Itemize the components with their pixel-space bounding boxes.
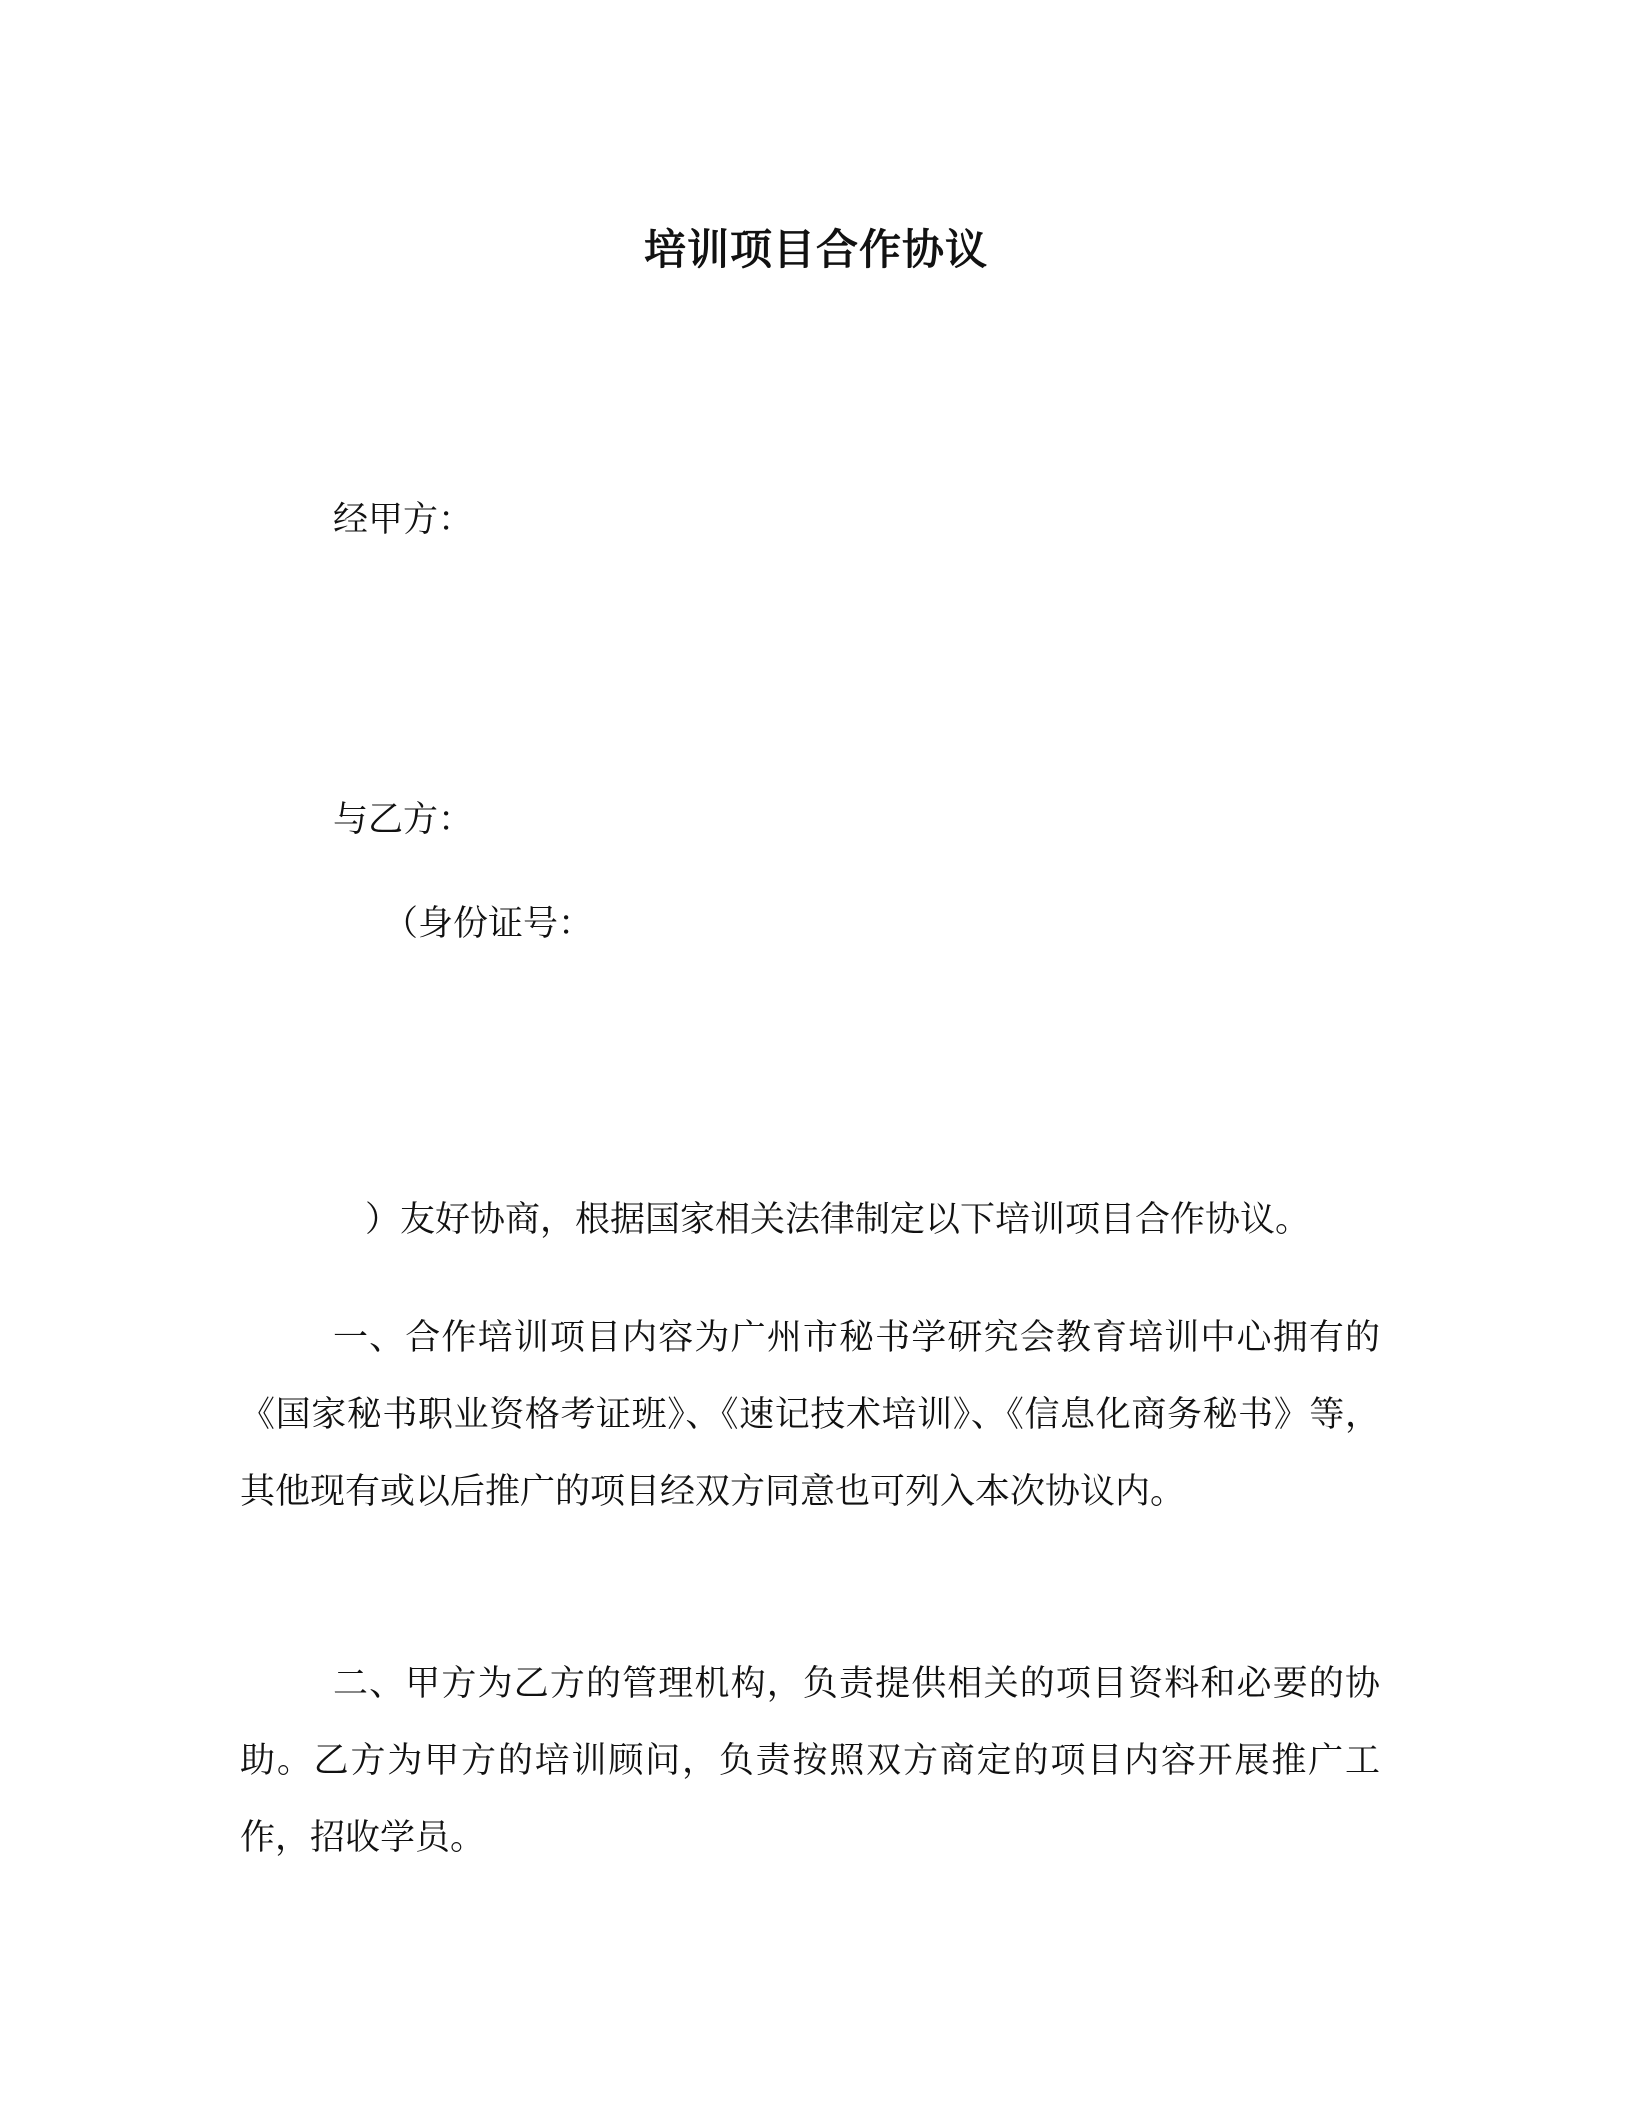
clause-1: 一、合作培训项目内容为广州市秘书学研究会教育培训中心拥有的《国家秘书职业资格考证班》、《速记技术培训》、《信息化商务秘书》等，其他现有或以后推广的项目经双方同意也可列入本次协议内。 xyxy=(240,1318,1380,1512)
clause-2: 二、甲方为乙方的管理机构，负责提供相关的项目资料和必要的协助。乙方为甲方的培训顾问，负责按照双方商定的项目内容开展推广工作，招收学员。 xyxy=(240,1664,1380,1858)
intro-sentence: ）友好协商，根据国家相关法律制定以下培训项目合作协议。 xyxy=(365,1200,1311,1240)
document-title: 培训项目合作协议 xyxy=(643,225,988,274)
party-b-label: 与乙方： xyxy=(333,800,474,840)
id-number-label: （身份证号： xyxy=(383,904,594,944)
party-a-label: 经甲方： xyxy=(333,500,474,540)
